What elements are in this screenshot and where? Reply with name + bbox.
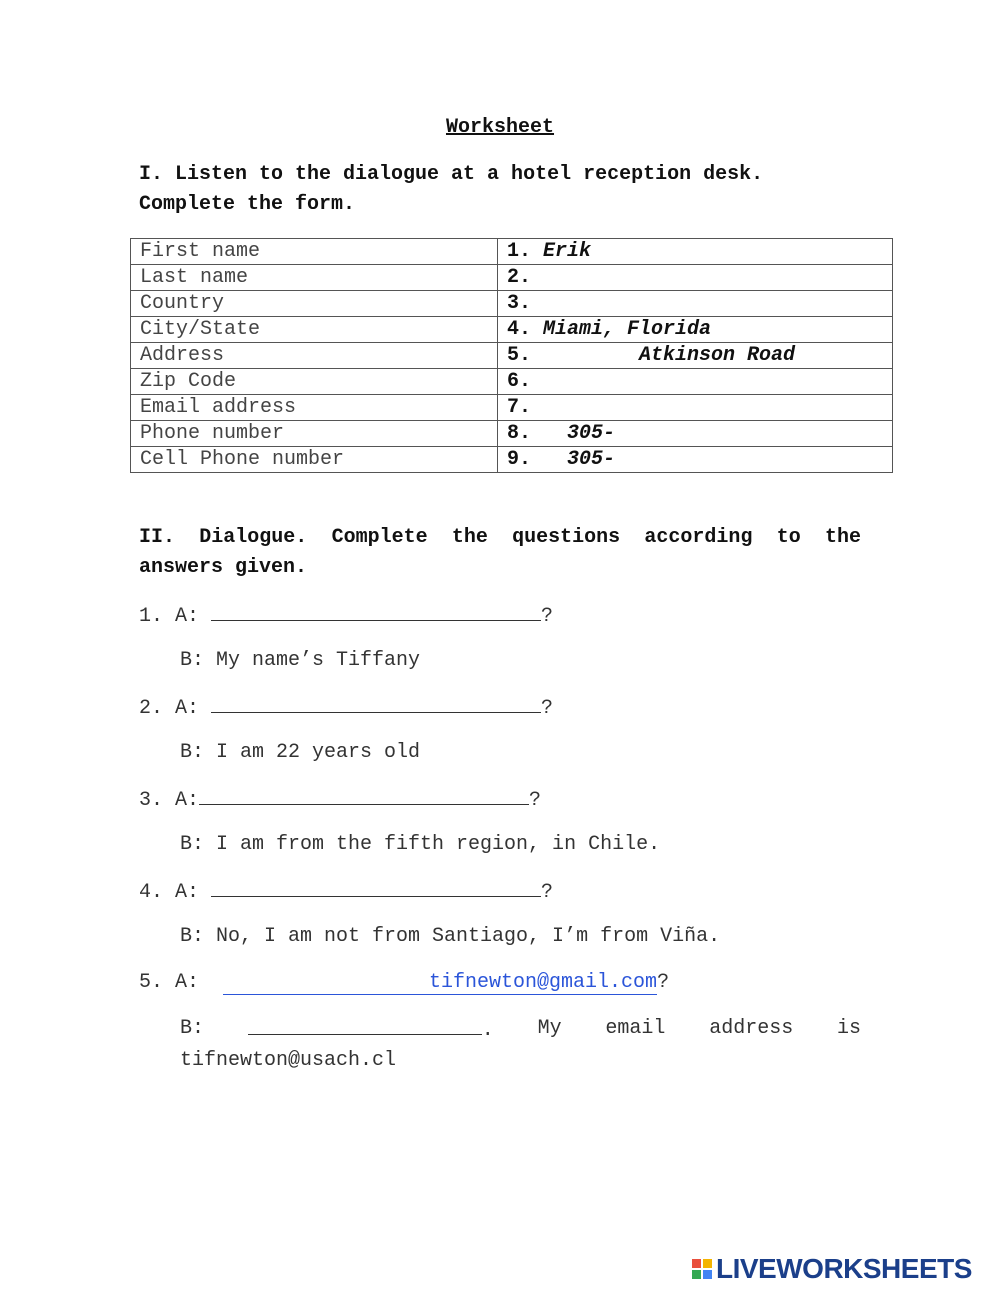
question-suffix: ? bbox=[657, 971, 670, 994]
form-answer-number: 9. bbox=[507, 448, 532, 471]
form-answer-number: 5. bbox=[507, 344, 532, 367]
form-row bbox=[131, 239, 893, 265]
form-field-label: Address bbox=[131, 343, 498, 369]
answer-word: is bbox=[836, 1017, 861, 1040]
form-answer-given: Atkinson Road bbox=[531, 344, 796, 367]
form-answer-number: 4. bbox=[507, 318, 532, 341]
form-answer-cell[interactable] bbox=[498, 395, 893, 421]
form-answer-given: Erik bbox=[531, 240, 592, 263]
dialogue-answer: B: I am 22 years old bbox=[180, 741, 421, 764]
dialogue-question bbox=[139, 876, 553, 908]
worksheet-title: Worksheet bbox=[445, 116, 555, 139]
form-field-label: Country bbox=[131, 291, 498, 317]
form-field-label: City/State bbox=[131, 317, 498, 343]
question-blank-input[interactable] bbox=[211, 600, 541, 621]
form-answer-cell[interactable] bbox=[498, 369, 893, 395]
answer-prefix: B: bbox=[180, 1017, 205, 1040]
form-field-label: Email address bbox=[131, 395, 498, 421]
form-field-label: First name bbox=[131, 239, 498, 265]
form-field-label: Cell Phone number bbox=[131, 447, 498, 473]
dialogue-question bbox=[139, 600, 553, 632]
form-answer-cell[interactable] bbox=[498, 265, 893, 291]
logo-mark-icon bbox=[692, 1259, 712, 1279]
form-answer-number: 6. bbox=[507, 370, 532, 393]
form-row bbox=[131, 265, 893, 291]
form-row bbox=[131, 291, 893, 317]
question-5-link-input[interactable] bbox=[223, 971, 657, 995]
dialogue-question bbox=[139, 692, 553, 724]
form-answer-number: 3. bbox=[507, 292, 532, 315]
form-row bbox=[131, 447, 893, 473]
dialogue-answer: B: My name’s Tiffany bbox=[180, 649, 421, 672]
answer-word: address bbox=[709, 1017, 794, 1040]
registration-form-table bbox=[130, 238, 893, 473]
question-prefix: 4. A: bbox=[139, 881, 212, 904]
question-blank-input[interactable] bbox=[211, 692, 541, 713]
answer-5-blank-group bbox=[248, 1014, 494, 1046]
section-1-heading: I. Listen to the dialogue at a hotel reception desk. Complete the form. bbox=[139, 163, 764, 216]
logo-text: LIVEWORKSHEETS bbox=[716, 1253, 972, 1284]
form-field-label: Phone number bbox=[131, 421, 498, 447]
form-row bbox=[131, 343, 893, 369]
form-answer-number: 8. bbox=[507, 422, 532, 445]
answer-word: email bbox=[605, 1017, 666, 1040]
dialogue-question bbox=[139, 784, 541, 816]
question-suffix: ? bbox=[529, 789, 542, 812]
form-answer-cell[interactable] bbox=[498, 239, 893, 265]
form-row bbox=[131, 395, 893, 421]
question-prefix: 5. A: bbox=[139, 971, 224, 994]
form-answer-given: 305- bbox=[531, 448, 616, 471]
form-answer-cell[interactable] bbox=[498, 291, 893, 317]
form-field-label: Last name bbox=[131, 265, 498, 291]
question-prefix: 1. A: bbox=[139, 605, 212, 628]
question-suffix: ? bbox=[541, 881, 554, 904]
form-answer-cell[interactable] bbox=[498, 317, 893, 343]
question-blank-input[interactable] bbox=[211, 876, 541, 897]
dialogue-answer: B: No, I am not from Santiago, I’m from Viña. bbox=[180, 925, 721, 948]
question-suffix: ? bbox=[541, 605, 554, 628]
form-row bbox=[131, 317, 893, 343]
form-answer-cell[interactable] bbox=[498, 421, 893, 447]
form-answer-number: 2. bbox=[507, 266, 532, 289]
form-answer-given: 305- bbox=[531, 422, 616, 445]
answer-5-email: tifnewton@usach.cl bbox=[180, 1049, 397, 1072]
form-answer-given: Miami, Florida bbox=[531, 318, 712, 341]
dialogue-answer: B: I am from the fifth region, in Chile. bbox=[180, 833, 661, 856]
form-row bbox=[131, 369, 893, 395]
section-2-heading: II. Dialogue. Complete the questions according to the answers given. bbox=[139, 526, 861, 579]
form-answer-cell[interactable] bbox=[498, 447, 893, 473]
question-blank-input[interactable] bbox=[199, 784, 529, 805]
form-answer-number: 1. bbox=[507, 240, 532, 263]
question-suffix: ? bbox=[541, 697, 554, 720]
form-field-label: Zip Code bbox=[131, 369, 498, 395]
dialogue-question-5 bbox=[139, 968, 669, 998]
form-answer-number: 7. bbox=[507, 396, 532, 419]
email-link[interactable]: tifnewton@gmail.com bbox=[429, 971, 658, 994]
liveworksheets-logo bbox=[692, 1252, 972, 1286]
form-row bbox=[131, 421, 893, 447]
question-prefix: 2. A: bbox=[139, 697, 212, 720]
answer-word: . bbox=[481, 1019, 494, 1042]
dialogue-answer-5 bbox=[180, 1014, 861, 1076]
question-prefix: 3. A: bbox=[139, 789, 200, 812]
form-answer-cell[interactable] bbox=[498, 343, 893, 369]
answer-word: My bbox=[537, 1017, 562, 1040]
answer-5-line bbox=[180, 1014, 861, 1046]
answer-5-blank-input[interactable] bbox=[248, 1014, 482, 1035]
